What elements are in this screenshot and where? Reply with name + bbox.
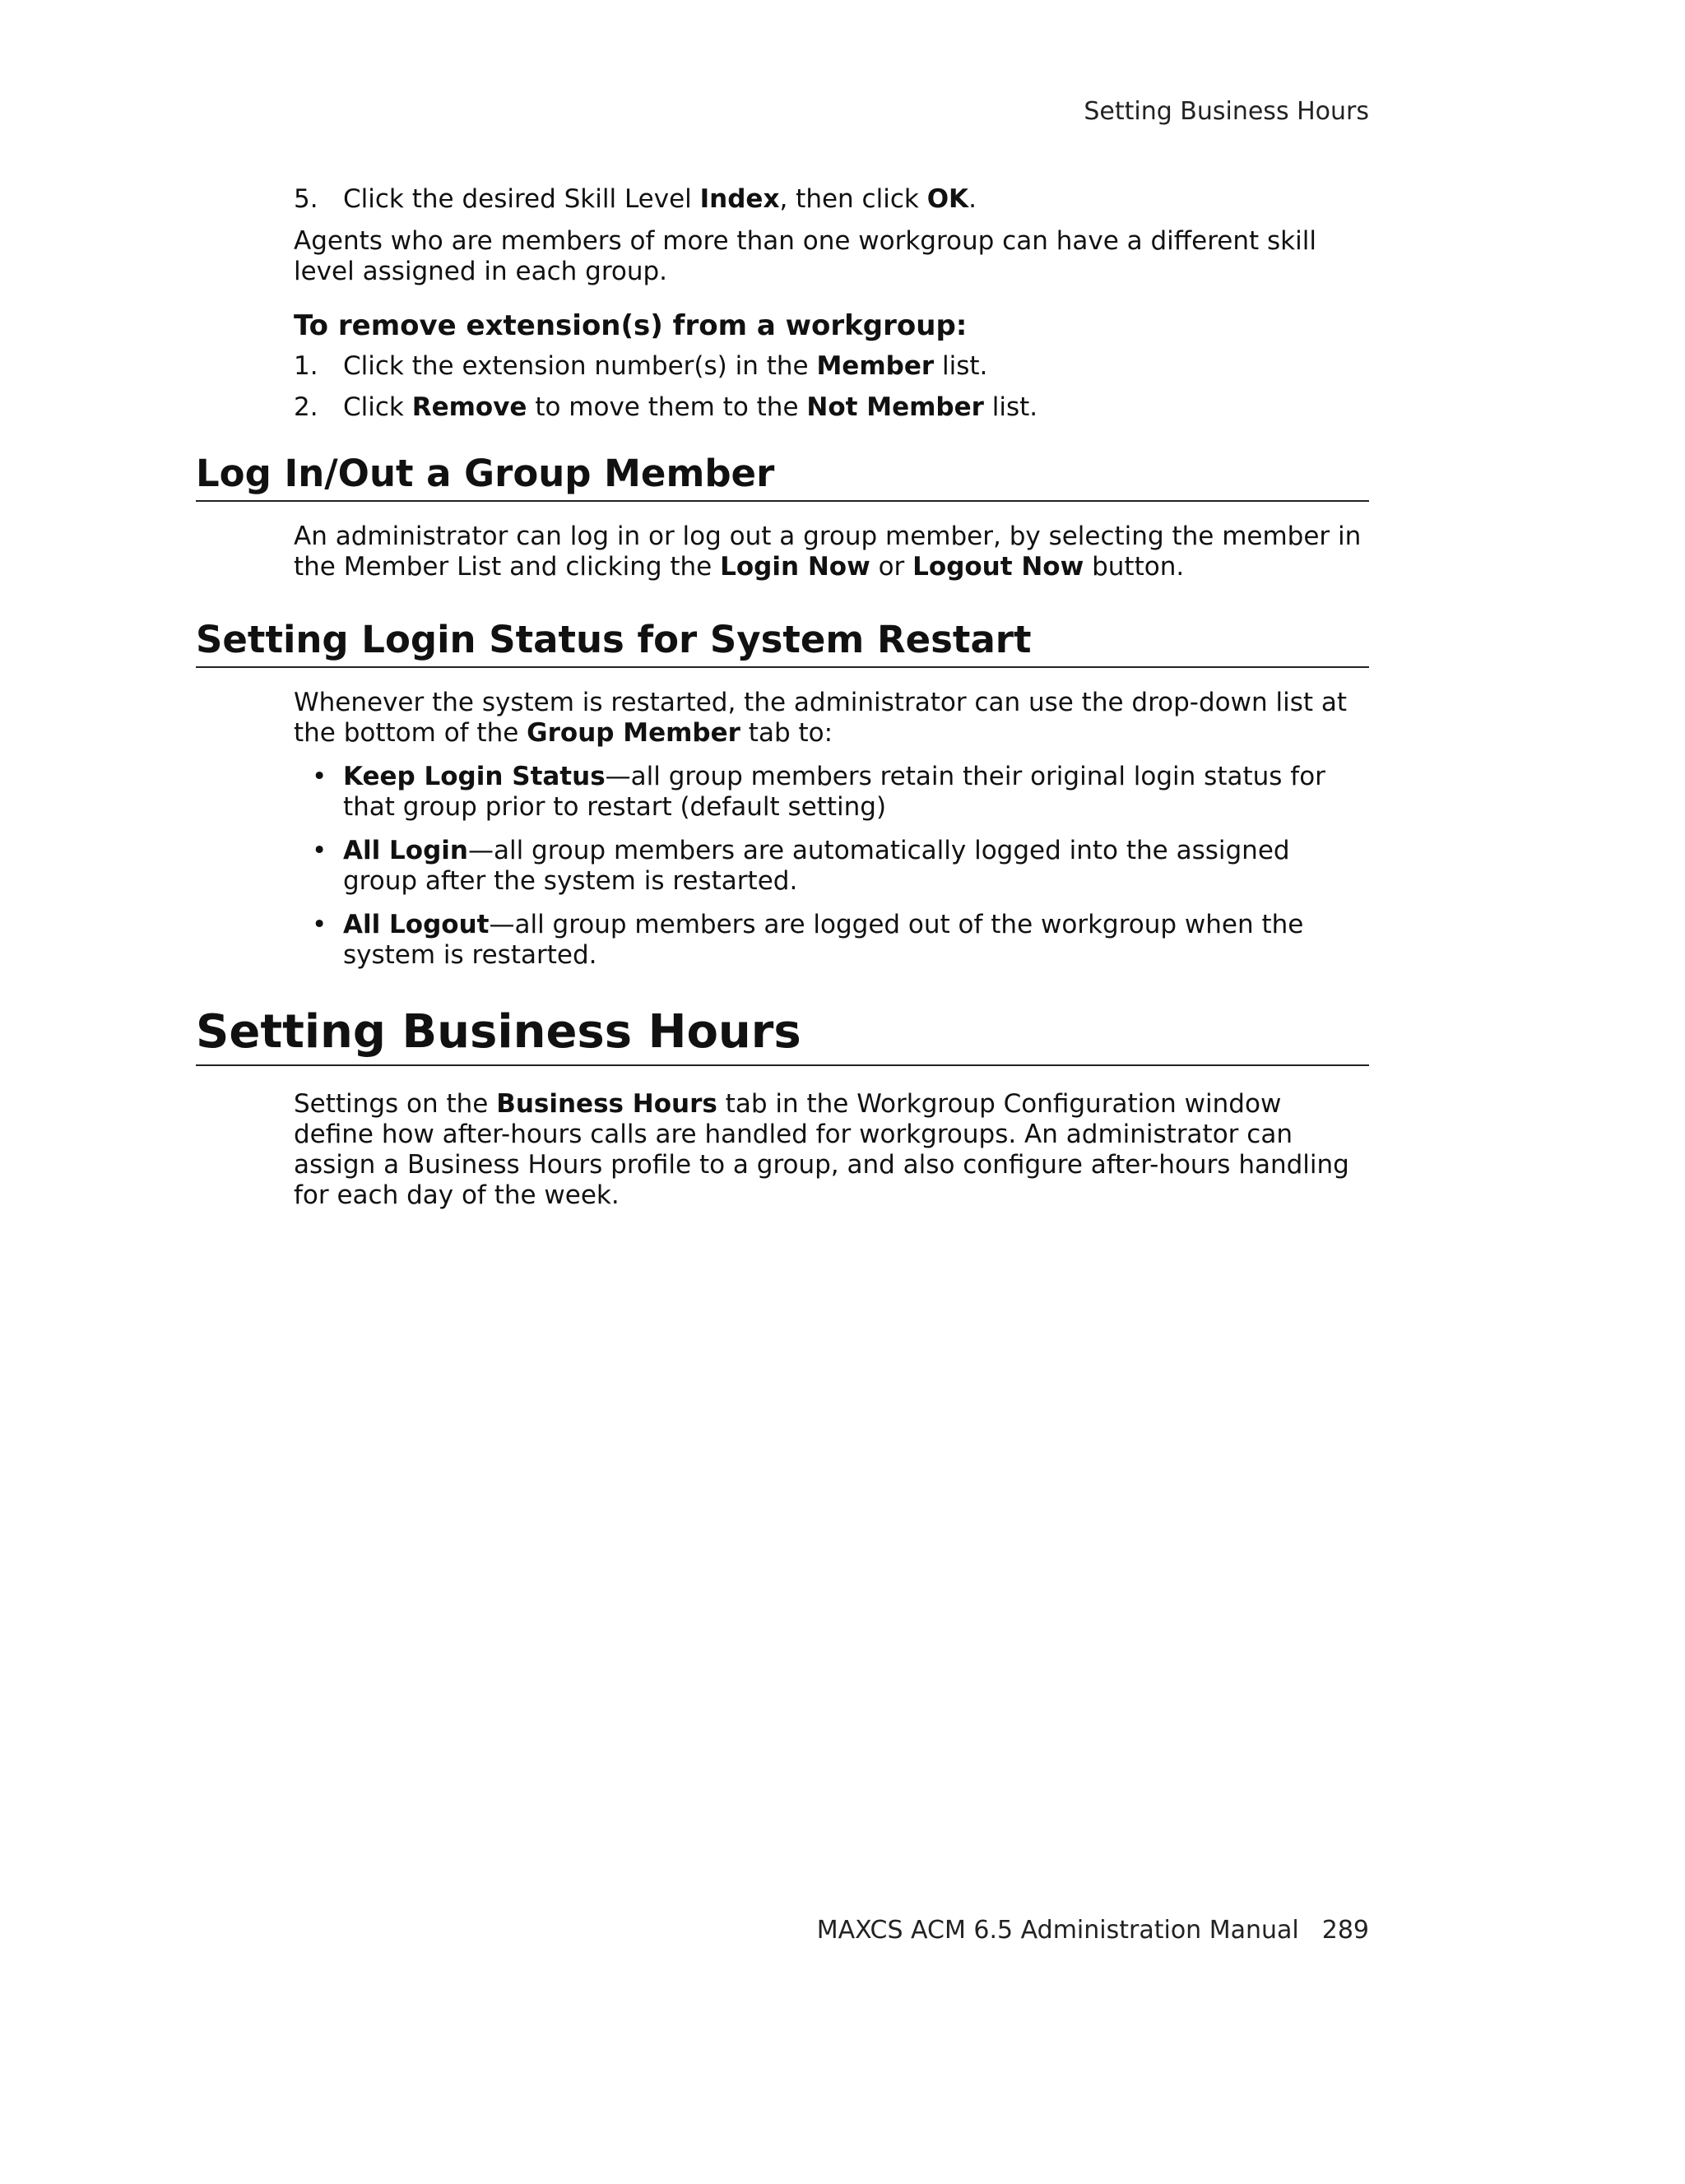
bullet-keep-login-status bbox=[312, 762, 1369, 823]
bullet-term: All Login bbox=[343, 836, 468, 865]
step-text: Click the extension number(s) in the bbox=[343, 351, 817, 381]
remove-step-1 bbox=[294, 351, 1369, 382]
login-now-term: Login Now bbox=[720, 552, 870, 582]
logout-now-term: Logout Now bbox=[912, 552, 1084, 582]
remove-procedure-heading: To remove extension(s) from a workgroup: bbox=[294, 309, 968, 342]
running-footer bbox=[817, 1916, 1369, 1945]
index-term: Index bbox=[699, 184, 780, 214]
business-paragraph bbox=[294, 1089, 1369, 1211]
restart-section-heading: Setting Login Status for System Restart bbox=[196, 617, 1369, 668]
login-section-body bbox=[294, 522, 1369, 582]
paragraph-text: button. bbox=[1084, 552, 1185, 582]
page-content bbox=[196, 184, 1369, 1211]
restart-section-body bbox=[294, 688, 1369, 971]
paragraph-text: Settings on the bbox=[294, 1089, 497, 1119]
bullet-mark: • bbox=[312, 762, 327, 791]
bullet-mark: • bbox=[312, 836, 327, 865]
manual-title: MAXCS ACM 6.5 Administration Manual bbox=[816, 1916, 1299, 1945]
bullet-term: All Logout bbox=[343, 910, 490, 939]
step-text: Click bbox=[343, 392, 412, 422]
top-section bbox=[294, 184, 1369, 423]
step-text: , then click bbox=[779, 184, 927, 214]
step-text: Click the desired Skill Level bbox=[343, 184, 700, 214]
bullet-text: —all group members are automatically logged into the assigned group after the system is restarted. bbox=[343, 836, 1290, 896]
member-term: Member bbox=[816, 351, 935, 381]
paragraph-text: or bbox=[870, 552, 913, 582]
bullet-all-logout bbox=[312, 910, 1369, 971]
login-section-heading: Log In/Out a Group Member bbox=[196, 451, 1369, 502]
step-text: list. bbox=[983, 392, 1038, 422]
business-section-body bbox=[294, 1089, 1369, 1211]
bullet-mark: • bbox=[312, 910, 327, 939]
ok-term: OK bbox=[926, 184, 969, 214]
step-text: to move them to the bbox=[527, 392, 807, 422]
page-number: 289 bbox=[1321, 1916, 1369, 1945]
bullet-term: Keep Login Status bbox=[343, 762, 606, 791]
login-paragraph bbox=[294, 522, 1369, 582]
step-5 bbox=[294, 184, 1369, 215]
remove-step-2 bbox=[294, 392, 1369, 423]
not-member-term: Not Member bbox=[806, 392, 984, 422]
skill-level-note: Agents who are members of more than one workgroup can have a different skill level assigned in each group. bbox=[294, 226, 1316, 286]
remove-term: Remove bbox=[411, 392, 527, 422]
bullet-text: —all group members retain their original login status for that group prior to restart (default setting) bbox=[343, 762, 1325, 822]
bullet-all-login bbox=[312, 836, 1369, 897]
paragraph-text: Whenever the system is restarted, the administrator can use the drop-down list at the bottom of the bbox=[294, 688, 1348, 748]
business-hours-heading: Setting Business Hours bbox=[196, 1004, 1369, 1066]
step-number: 5. bbox=[294, 184, 318, 214]
paragraph-text: An administrator can log in or log out a group member, by selecting the member in the Member List and clicking the bbox=[294, 522, 1362, 582]
step-text: . bbox=[968, 184, 977, 214]
step-number: 2. bbox=[294, 392, 318, 422]
step-text: list. bbox=[934, 351, 988, 381]
step-number: 1. bbox=[294, 351, 318, 381]
group-member-term: Group Member bbox=[527, 718, 740, 748]
bullet-text: —all group members are logged out of the workgroup when the system is restarted. bbox=[343, 910, 1304, 970]
business-hours-term: Business Hours bbox=[496, 1089, 717, 1119]
running-header: Setting Business Hours bbox=[1084, 97, 1369, 126]
paragraph-text: tab in the Workgroup Configuration window define how after-hours calls are handled for workgroups. An administrator can assign a Business Hours profile to a group, and also configure after-hours handling for each day of the week. bbox=[294, 1089, 1349, 1210]
restart-paragraph bbox=[294, 688, 1369, 749]
paragraph-text: tab to: bbox=[740, 718, 833, 748]
